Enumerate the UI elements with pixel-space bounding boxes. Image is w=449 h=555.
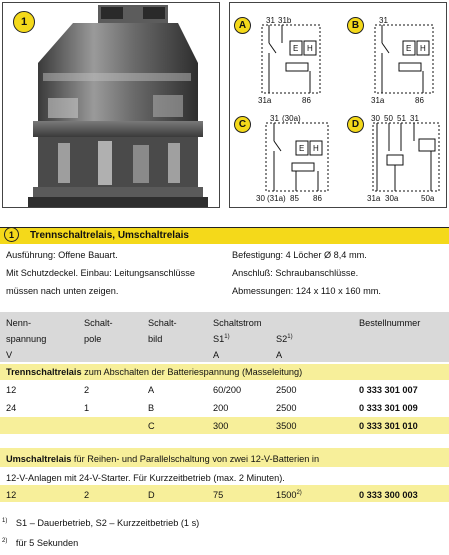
row2-s2: 2500: [276, 403, 297, 413]
info-right-2: Anschluß: Schraubanschlüsse.: [232, 268, 359, 278]
diagram-c-label-31: 31: [270, 114, 279, 123]
col-pole-1: Schalt-: [84, 318, 113, 328]
col-nenn-1: Nenn-: [6, 318, 32, 328]
diagram-d-label-30a: 30a: [385, 194, 399, 203]
diagram-a-label-H: H: [307, 44, 313, 53]
diagram-a-label-E: E: [293, 44, 299, 53]
col-strom: Schaltstrom: [213, 318, 262, 328]
footnote-2-text: für 5 Sekunden: [15, 538, 79, 549]
info-right-3: Abmessungen: 124 x 110 x 160 mm.: [232, 286, 381, 296]
group1-title: [6, 367, 302, 377]
diagram-a-label-86: 86: [302, 96, 311, 105]
diagram-d-label-31: 31: [410, 114, 419, 123]
diagram-a-label-31b: 31b: [278, 16, 292, 25]
group1-title-rest: zum Abschalten der Batteriespannung (Masseleitung): [81, 367, 303, 377]
diagram-b-label-31: 31: [379, 16, 388, 25]
row1-order-number: 0 333 301 007: [359, 385, 418, 395]
relay-photo-panel: [2, 2, 220, 208]
footnote-1-mark: 1): [2, 518, 8, 524]
footnote-1: [2, 518, 199, 528]
diagram-b-label-31a: 31a: [371, 96, 385, 105]
diagram-c-label-85: 85: [290, 194, 299, 203]
footnote-1-text: S1 – Dauerbetrieb, S2 – Kurzzeitbetrieb (1 s): [15, 518, 200, 529]
info-left-1: Ausführung: Offene Bauart.: [6, 250, 118, 260]
col-bestellnummer: Bestellnummer: [359, 318, 421, 328]
group2-title: [6, 454, 319, 464]
row1-poles: 2: [84, 385, 90, 395]
diagram-d-badge: D: [347, 116, 364, 133]
row4-s2: [276, 490, 302, 500]
row3-order-number: 0 333 301 010: [359, 421, 418, 431]
col-s1-label: S1: [213, 334, 225, 345]
diagram-c-label-E: E: [299, 144, 305, 153]
diagram-c-label-30a: (30a): [282, 114, 301, 123]
col-nenn-2: spannung: [6, 334, 47, 344]
diagram-d-label-50a: 50a: [421, 194, 435, 203]
row3-diagram: C: [148, 421, 155, 431]
row1-s2: 2500: [276, 385, 297, 395]
wiring-diagrams-panel: [229, 2, 447, 208]
group2-title-rest: für Reihen- und Parallelschaltung von zwei 12-V-Batterien in: [71, 454, 320, 464]
group2-title-bold: Umschaltrelais: [6, 454, 72, 464]
col-s2-footnote: 1): [287, 334, 293, 340]
row1-s1: 60/200: [213, 385, 242, 395]
diagram-d: [367, 111, 445, 203]
col-s2: [276, 334, 293, 344]
row2-poles: 1: [84, 403, 90, 413]
row2-voltage: 24: [6, 403, 17, 413]
diagram-b: [369, 13, 441, 105]
row3-s2: 3500: [276, 421, 297, 431]
row1-diagram: A: [148, 385, 155, 395]
diagram-c-label-86: 86: [313, 194, 322, 203]
diagram-b-label-H: H: [420, 44, 426, 53]
diagram-a-badge: A: [234, 17, 251, 34]
diagram-d-label-51: 51: [397, 114, 406, 123]
diagram-c: [256, 111, 338, 203]
row4-order-number: 0 333 300 003: [359, 490, 418, 500]
diagram-a-label-31a: 31a: [258, 96, 272, 105]
col-nenn-unit: V: [6, 350, 13, 360]
footnote-2: [2, 538, 78, 548]
col-s1-unit: A: [213, 350, 220, 360]
diagram-c-label-30: 30: [256, 194, 265, 203]
diagram-c-label-H: H: [313, 144, 319, 153]
diagram-d-label-31a: 31a: [367, 194, 381, 203]
section-title: Trennschaltrelais, Umschaltrelais: [30, 230, 189, 241]
footnote-2-mark: 2): [2, 538, 8, 544]
row4-diagram: D: [148, 490, 155, 500]
col-s2-unit: A: [276, 350, 283, 360]
group2-title-line2: 12-V-Anlagen mit 24-V-Starter. Für Kurzzeitbetrieb (max. 2 Minuten).: [6, 473, 285, 483]
info-right-1: Befestigung: 4 Löcher Ø 8,4 mm.: [232, 250, 367, 260]
col-s1: [213, 334, 230, 344]
diagram-b-badge: B: [347, 17, 364, 34]
photo-badge: 1: [13, 11, 35, 33]
diagram-a: [256, 13, 328, 105]
row4-voltage: 12: [6, 490, 17, 500]
row4-poles: 2: [84, 490, 90, 500]
row4-s2-value: 1500: [276, 490, 297, 501]
diagram-c-badge: C: [234, 116, 251, 133]
row2-s1: 200: [213, 403, 229, 413]
diagram-b-label-86: 86: [415, 96, 424, 105]
row2-order-number: 0 333 301 009: [359, 403, 418, 413]
section-badge: 1: [4, 227, 19, 242]
diagram-c-label-31a: (31a): [267, 194, 286, 203]
group1-title-bold: Trennschaltrelais: [6, 367, 82, 377]
col-s2-label: S2: [276, 334, 288, 345]
row1-voltage: 12: [6, 385, 17, 395]
col-s1-footnote: 1): [224, 334, 230, 340]
row3-s1: 300: [213, 421, 229, 431]
relay-photo: [3, 3, 220, 208]
diagram-d-label-50: 50: [384, 114, 393, 123]
row4-s2-footnote: 2): [296, 490, 302, 496]
col-pole-2: pole: [84, 334, 102, 344]
row4-s1: 75: [213, 490, 224, 500]
info-left-2: Mit Schutzdeckel. Einbau: Leitungsanschlüsse: [6, 268, 195, 278]
row2-diagram: B: [148, 403, 155, 413]
col-bild-2: bild: [148, 334, 163, 344]
diagram-a-label-31: 31: [266, 16, 275, 25]
info-left-3: müssen nach unten zeigen.: [6, 286, 119, 296]
diagram-b-label-E: E: [406, 44, 412, 53]
col-bild-1: Schalt-: [148, 318, 177, 328]
diagram-d-label-30: 30: [371, 114, 380, 123]
